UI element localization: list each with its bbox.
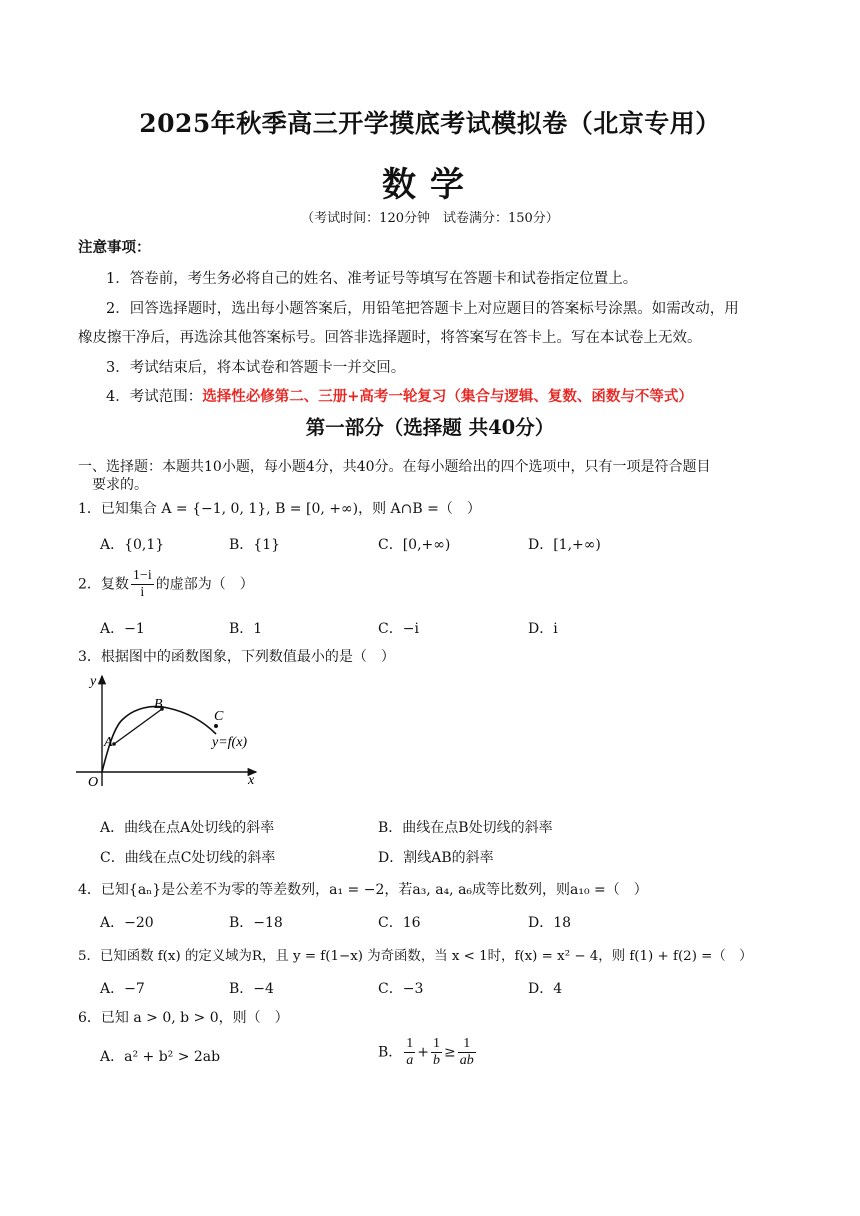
q6-frac-2	[431, 1036, 442, 1069]
frac-1-num: 1	[406, 1036, 414, 1051]
q5-option-c[interactable]: C．−3	[378, 981, 424, 997]
frac-2-num: 1	[433, 1036, 441, 1051]
section-instruction-cont: 要求的。	[92, 477, 148, 493]
frac-1-den: a	[406, 1053, 414, 1068]
q4-option-c[interactable]: C．16	[378, 915, 421, 931]
plus-sign: +	[417, 1044, 430, 1061]
section-instruction: 一、选择题：本题共10小题，每小题4分，共40分。在每小题给出的四个选项中，只有一项是符合题目	[78, 459, 711, 475]
notice-heading: 注意事项：	[78, 239, 151, 256]
notice-item-2-cont: 橡皮擦干净后，再选涂其他答案标号。回答非选择题时，将答案写在答卡上。写在本试卷上无效。	[78, 330, 702, 346]
subject-title: 数学	[382, 165, 478, 205]
q2-numerator: 1−i	[132, 568, 152, 583]
q6-option-b[interactable]	[378, 1036, 478, 1069]
notice-item-3: 3．考试结束后，将本试卷和答题卡一并交回。	[106, 360, 406, 376]
point-c-dot	[214, 724, 218, 728]
q1-option-b[interactable]: B．{1}	[229, 537, 281, 553]
q6-frac-3	[458, 1036, 476, 1069]
q2-denominator: i	[140, 585, 145, 600]
notice-item-2: 2．回答选择题时，选出每小题答案后，用铅笔把答题卡上对应题目的答案标号涂黑。如需改动，用	[106, 301, 739, 317]
q5-option-d[interactable]: D．4	[528, 981, 563, 997]
point-b-label: B	[154, 697, 163, 712]
x-axis-label: x	[248, 773, 255, 788]
exam-title: 2025年秋季高三开学摸底考试模拟卷（北京专用）	[139, 109, 721, 138]
q4-option-d[interactable]: D．18	[528, 915, 572, 931]
question-1-stem: 1．已知集合 A = {−1, 0, 1}, B = [0, +∞)，则 A∩B =（ ）	[78, 501, 481, 517]
q3-option-b[interactable]: B．曲线在点B处切线的斜率	[378, 820, 553, 836]
q4-option-a[interactable]: A．−20	[100, 915, 154, 931]
exam-info: （考试时间：120分钟 试卷满分：150分）	[301, 211, 559, 226]
function-curve	[102, 707, 216, 773]
curve-label: y=f(x)	[212, 735, 248, 750]
question-5-stem: 5．已知函数 f(x) 的定义域为R，且 y = f(1−x) 为奇函数，当 x < 1时，f(x) = x² − 4，则 f(1) + f(2) =（ ）	[78, 949, 753, 964]
question-6-stem: 6．已知 a > 0, b > 0，则（ ）	[78, 1010, 289, 1026]
q3-option-d[interactable]: D．割线AB的斜率	[378, 850, 494, 866]
question-2-stem	[78, 568, 254, 601]
q3-function-graph	[74, 668, 264, 790]
q2-suffix: 的虚部为（ ）	[155, 576, 254, 593]
y-axis-label: y	[90, 674, 97, 689]
scope-text: 选择性必修第二、三册+高考一轮复习（集合与逻辑、复数、函数与不等式）	[202, 388, 693, 405]
q3-option-c[interactable]: C．曲线在点C处切线的斜率	[100, 850, 276, 866]
point-a-label: A	[104, 735, 113, 750]
notice-item-1: 1．答卷前，考生务必将自己的姓名、准考证号等填写在答题卡和试卷指定位置上。	[106, 271, 638, 287]
notice-item-4	[106, 385, 693, 406]
q5-option-a[interactable]: A．−7	[100, 981, 145, 997]
q2-prefix: 2．复数	[78, 576, 129, 593]
point-a-dot	[112, 742, 116, 746]
q2-option-d[interactable]: D．i	[528, 621, 558, 637]
geq-sign: ≥	[444, 1044, 456, 1061]
question-3-stem: 3．根据图中的函数图象，下列数值最小的是（ ）	[78, 649, 395, 665]
point-c-label: C	[214, 709, 224, 724]
q5-option-b[interactable]: B．−4	[229, 981, 274, 997]
q4-option-b[interactable]: B．−18	[229, 915, 283, 931]
q2-option-a[interactable]: A．−1	[100, 621, 145, 637]
secant-ab	[114, 709, 162, 744]
q1-option-d[interactable]: D．[1,+∞)	[528, 537, 601, 553]
q6-frac-1	[404, 1036, 415, 1069]
q1-option-a[interactable]: A．{0,1}	[100, 537, 165, 553]
q3-option-a[interactable]: A．曲线在点A处切线的斜率	[100, 820, 275, 836]
frac-3-den: ab	[459, 1053, 474, 1068]
q6-option-a[interactable]: A．a² + b² > 2ab	[100, 1049, 221, 1065]
question-4-stem: 4．已知{aₙ}是公差不为零的等差数列，a₁ = −2，若a₃, a₄, a₆成等比数列，则a₁₀ =（ ）	[78, 882, 648, 898]
scope-prefix: 4．考试范围：	[106, 389, 203, 405]
part1-title: 第一部分（选择题 共40分）	[305, 416, 555, 439]
frac-2-den: b	[433, 1053, 441, 1068]
q2-fraction	[131, 568, 154, 601]
q6-option-b-label: B．	[378, 1044, 403, 1061]
origin-label: O	[88, 775, 99, 790]
frac-3-num: 1	[458, 1036, 476, 1053]
q2-option-c[interactable]: C．−i	[378, 621, 419, 637]
q2-option-b[interactable]: B．1	[229, 621, 263, 637]
q1-option-c[interactable]: C．[0,+∞)	[378, 537, 451, 553]
